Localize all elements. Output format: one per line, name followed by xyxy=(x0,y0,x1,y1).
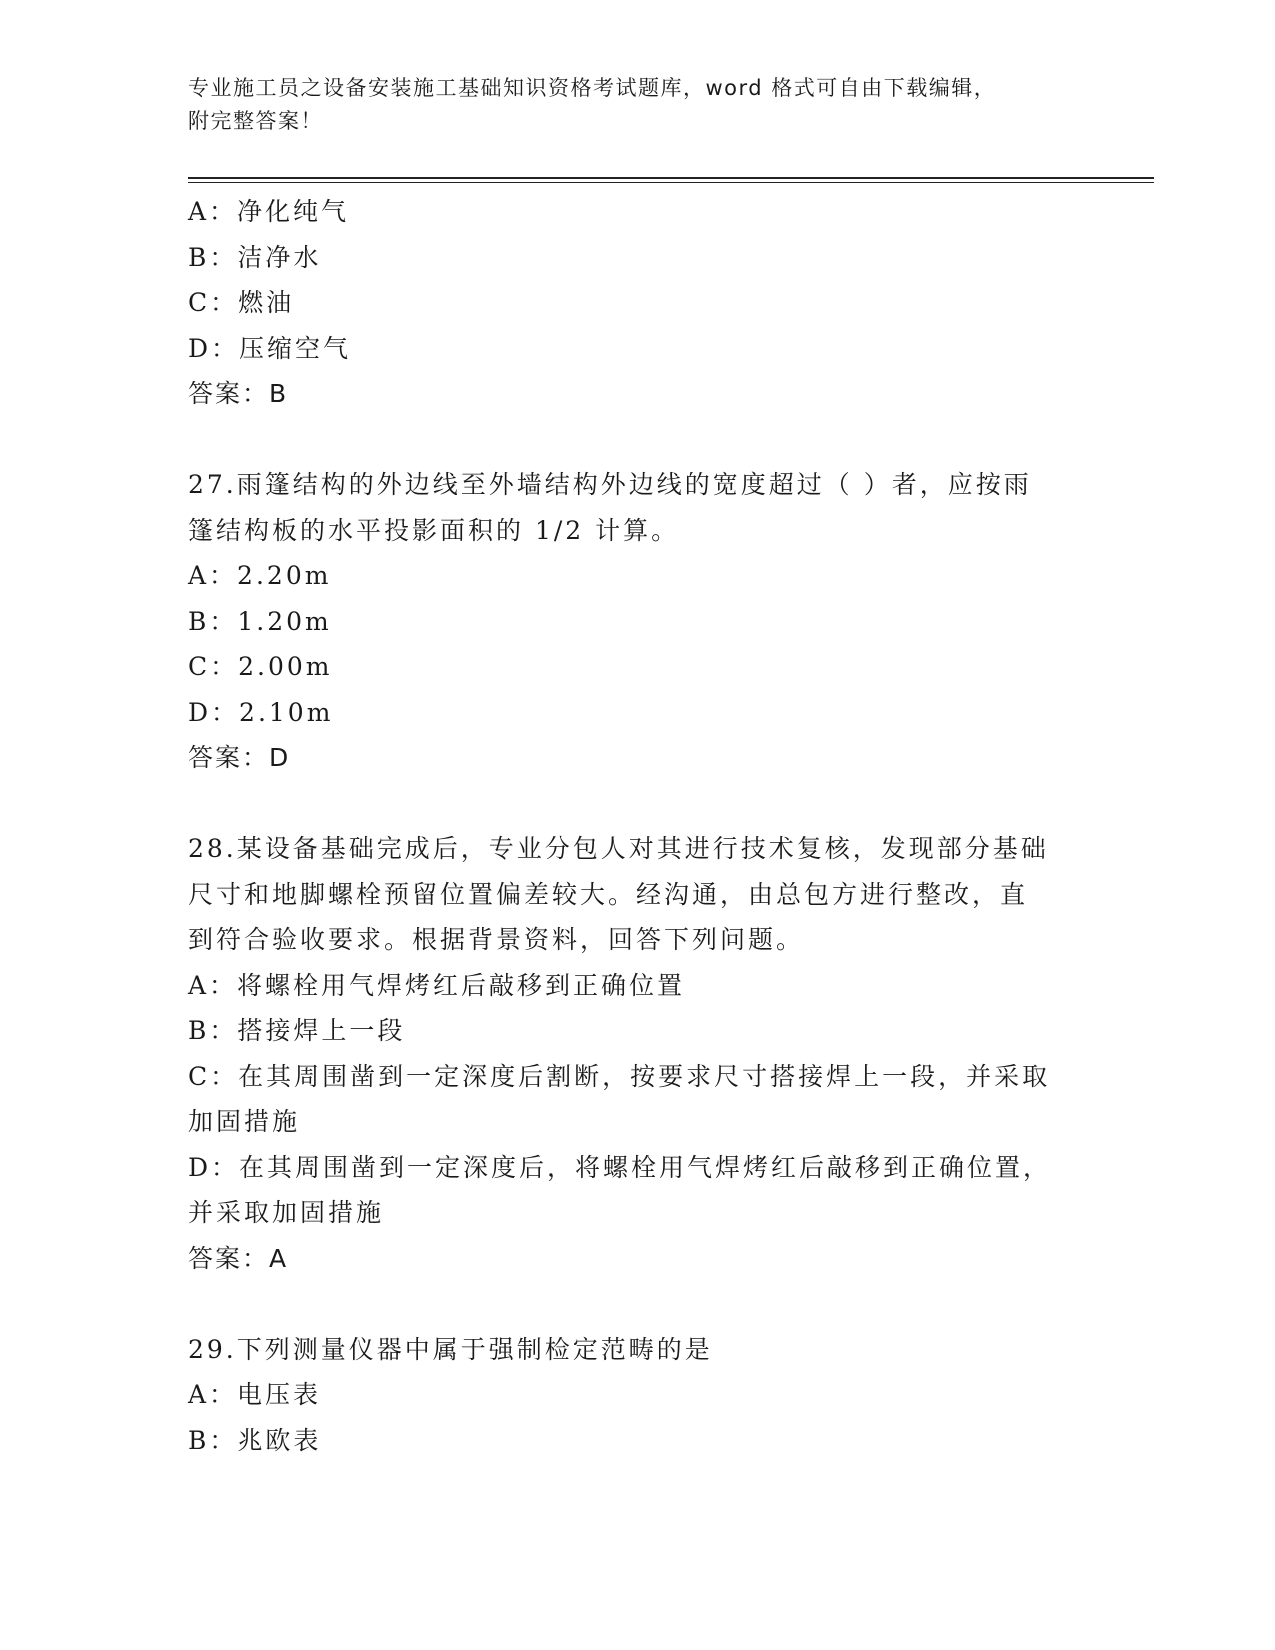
option-d: D：压缩空气 xyxy=(188,333,352,363)
spacer xyxy=(188,1281,1088,1327)
option-a: A：2.20m xyxy=(188,561,332,590)
option-b: B：洁净水 xyxy=(188,242,322,272)
question-28 xyxy=(188,826,1088,1281)
question-stem-line: 28.某设备基础完成后，专业分包人对其进行技术复核，发现部分基础 xyxy=(188,834,1049,863)
option-a: A：电压表 xyxy=(188,1380,322,1409)
spacer xyxy=(188,417,1088,463)
question-stem-line: 尺寸和地脚螺栓预留位置偏差较大。经沟通，由总包方进行整改，直 xyxy=(188,879,1029,909)
option-c: C：在其周围凿到一定深度后割断，按要求尺寸搭接焊上一段，并采取 xyxy=(188,1061,1051,1091)
question-stem-line: 到符合验收要求。根据背景资料，回答下列问题。 xyxy=(188,925,805,954)
answer-line: 答案：D xyxy=(188,743,291,772)
question-stem-line: 篷结构板的水平投影面积的 1/2 计算。 xyxy=(188,515,680,545)
question-stem-line: 27.雨篷结构的外边线至外墙结构外边线的宽度超过（ ）者，应按雨 xyxy=(188,470,1032,499)
option-d-continued: 并采取加固措施 xyxy=(188,1198,385,1227)
document-header xyxy=(188,72,1068,138)
header-line-2: 附完整答案！ xyxy=(188,109,323,133)
option-b: B：搭接焊上一段 xyxy=(188,1016,406,1045)
header-divider-thick xyxy=(188,177,1154,179)
option-c: C：2.00m xyxy=(188,652,333,681)
option-b: B：兆欧表 xyxy=(188,1425,322,1455)
question-27 xyxy=(188,462,1088,781)
option-d: D：在其周围凿到一定深度后，将螺栓用气焊烤红后敲移到正确位置， xyxy=(188,1152,1052,1182)
option-c-continued: 加固措施 xyxy=(188,1107,301,1136)
option-a: A：净化纯气 xyxy=(188,197,350,226)
question-26 xyxy=(188,189,1088,417)
option-d: D：2.10m xyxy=(188,697,334,727)
question-29 xyxy=(188,1327,1088,1464)
answer-line: 答案：B xyxy=(188,379,289,408)
answer-line: 答案：A xyxy=(188,1243,289,1273)
question-stem-line: 29.下列测量仪器中属于强制检定范畴的是 xyxy=(188,1334,713,1364)
header-divider-thin xyxy=(188,182,1154,183)
option-a: A：将螺栓用气焊烤红后敲移到正确位置 xyxy=(188,970,686,1000)
spacer xyxy=(188,781,1088,827)
option-c: C：燃油 xyxy=(188,288,295,317)
option-b: B：1.20m xyxy=(188,606,332,636)
header-line-1: 专业施工员之设备安装施工基础知识资格考试题库，word 格式可自由下载编辑， xyxy=(188,76,997,100)
question-content xyxy=(188,189,1088,1463)
